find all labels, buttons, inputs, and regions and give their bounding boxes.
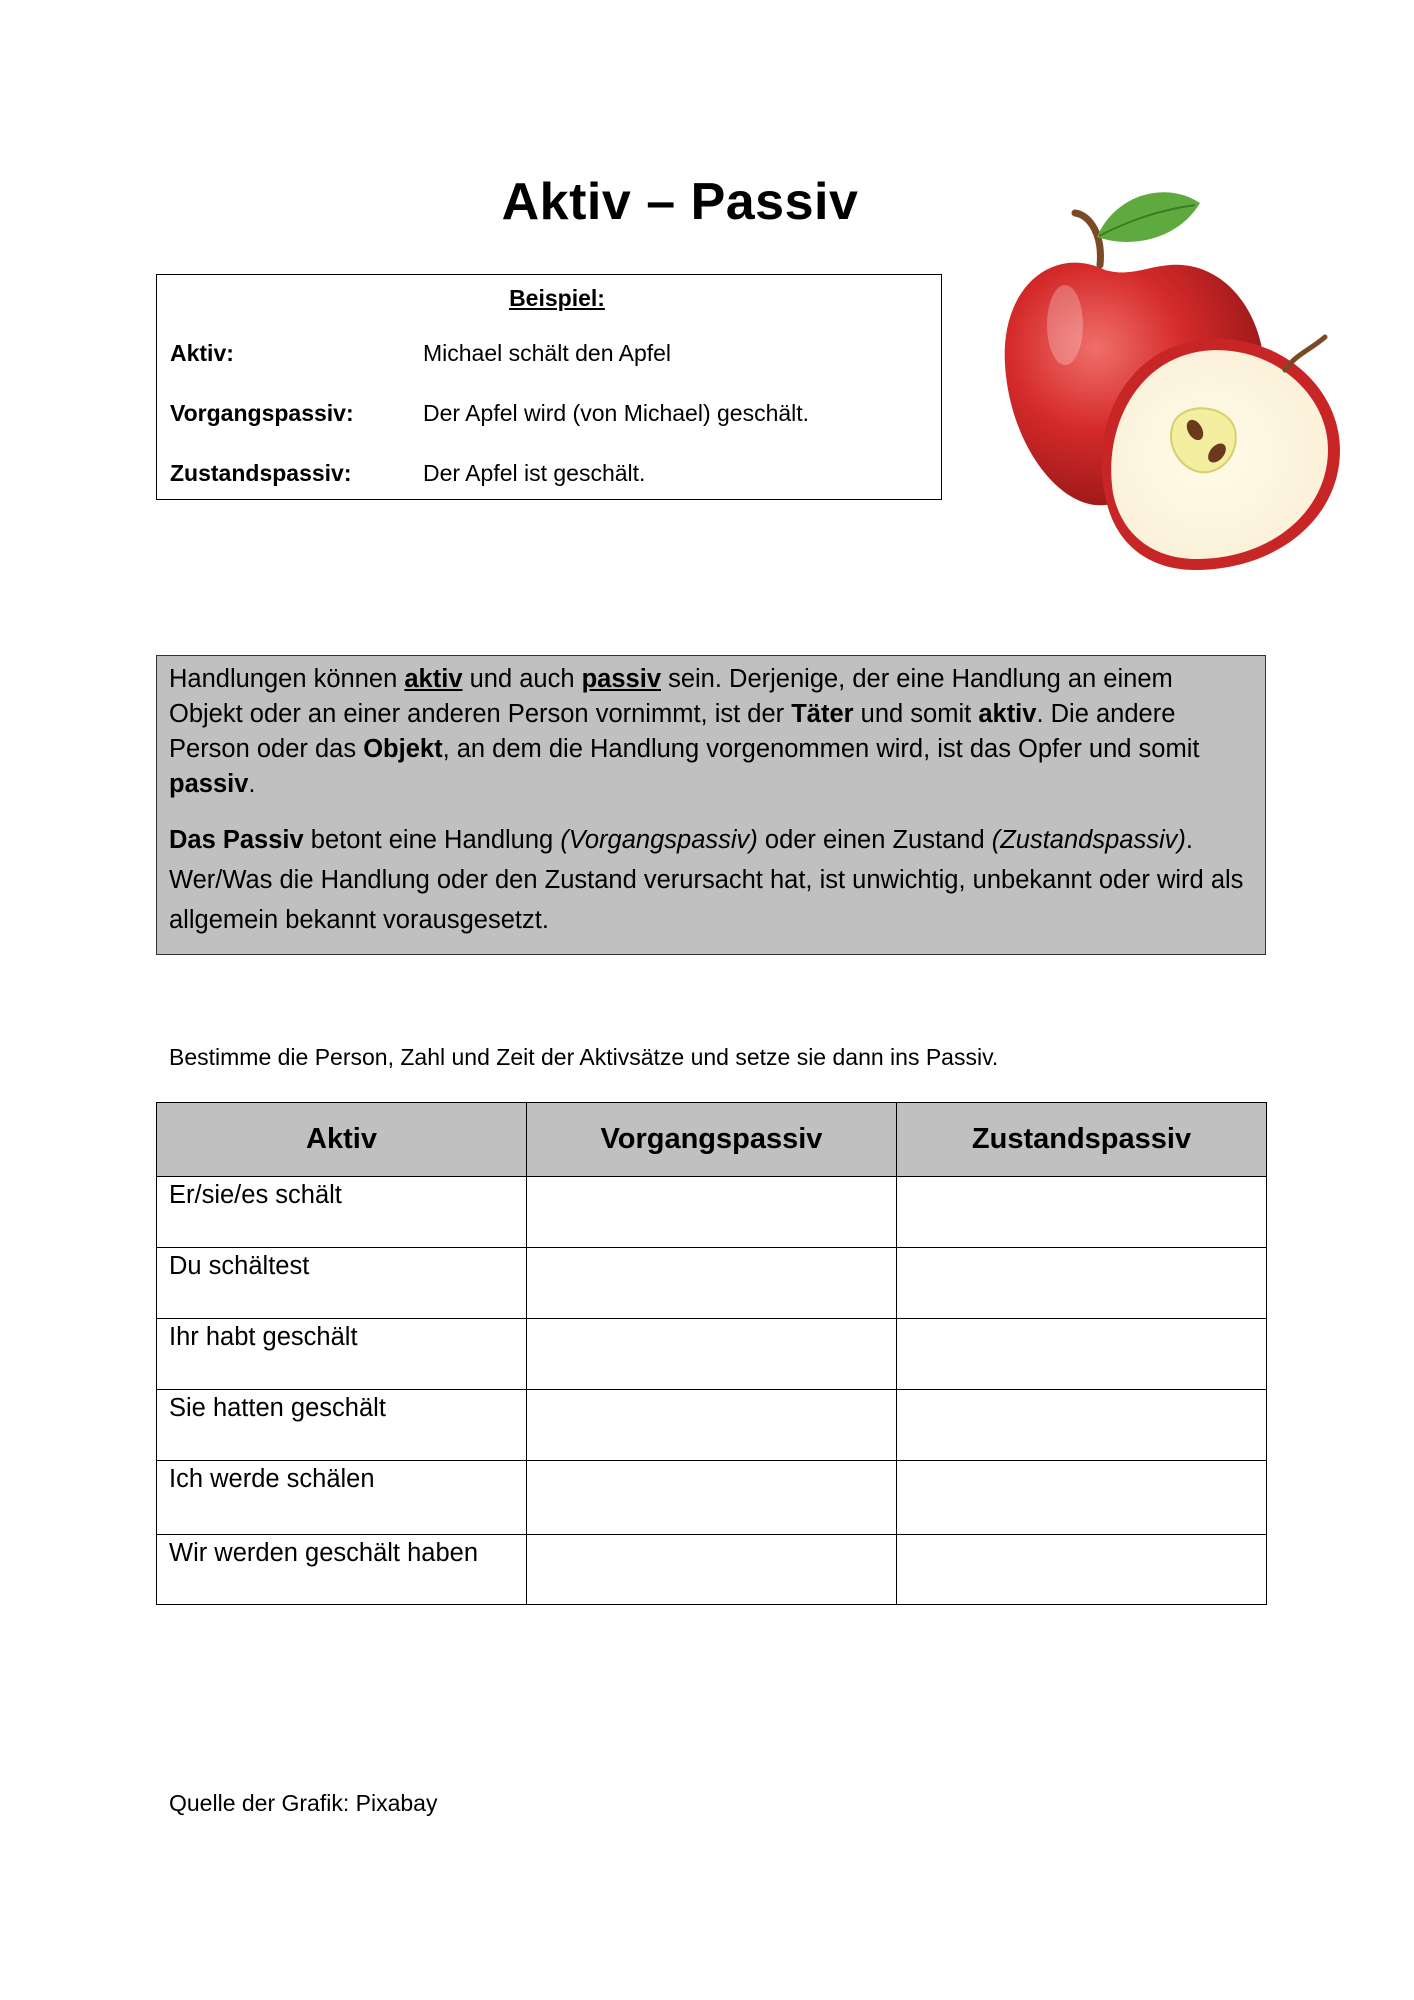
text: sein. Derjenige, der eine Handlung an einem Objekt oder an einer anderen Person vornimmt, ist der: [169, 665, 1173, 728]
emphasis: Täter: [791, 700, 854, 728]
text: .: [248, 770, 256, 798]
table-header-row: [157, 1103, 1267, 1177]
text: . Die andere Person oder das: [169, 700, 1176, 763]
example-row-aktiv: [170, 340, 930, 370]
image-source-credit: Quelle der Grafik: Pixabay: [169, 1790, 438, 1816]
explanation-paragraph: [169, 820, 1253, 940]
explanation-paragraph: [169, 662, 1253, 802]
emphasis: passiv: [169, 770, 249, 798]
table-row: [157, 1535, 1267, 1605]
answer-cell-vorgangspassiv[interactable]: [527, 1248, 897, 1319]
answer-cell-vorgangspassiv[interactable]: [527, 1461, 897, 1535]
answer-cell-vorgangspassiv[interactable]: [527, 1319, 897, 1390]
example-label: Aktiv:: [170, 340, 234, 366]
emphasis: aktiv: [978, 700, 1037, 728]
text: und auch: [462, 665, 582, 693]
emphasis: aktiv: [404, 665, 463, 693]
text: . Wer/Was die Handlung oder den Zustand verursacht hat, ist unwichtig, unbekannt oder wird als allgemein bekannt vorausgesetzt.: [169, 826, 1244, 934]
task-instruction: Bestimme die Person, Zahl und Zeit der Aktivsätze und setze sie dann ins Passiv.: [169, 1044, 999, 1070]
example-value: Der Apfel wird (von Michael) geschält.: [423, 400, 810, 426]
answer-cell-vorgangspassiv[interactable]: [527, 1390, 897, 1461]
table-row: [157, 1319, 1267, 1390]
text: betont eine Handlung: [303, 826, 561, 854]
table-row: [157, 1248, 1267, 1319]
example-label: Zustandspassiv:: [170, 460, 352, 486]
emphasis: passiv: [581, 665, 661, 693]
example-box: [156, 274, 942, 500]
example-heading: Beispiel:: [509, 285, 605, 311]
explanation-box: [156, 655, 1266, 955]
italic-term: (Vorgangspassiv): [560, 826, 758, 854]
italic-term: (Zustandspassiv): [991, 826, 1186, 854]
answer-cell-vorgangspassiv[interactable]: [527, 1177, 897, 1248]
table-row: [157, 1390, 1267, 1461]
emphasis: Das Passiv: [169, 826, 304, 854]
example-value: Der Apfel ist geschält.: [423, 460, 646, 486]
active-sentence-cell: Er/sie/es schält: [157, 1177, 527, 1248]
column-header: Vorgangspassiv: [527, 1103, 897, 1177]
answer-cell-vorgangspassiv[interactable]: [527, 1535, 897, 1605]
answer-cell-zustandspassiv[interactable]: [897, 1390, 1267, 1461]
example-row-zustandspassiv: [170, 460, 930, 490]
table-row: [157, 1177, 1267, 1248]
active-sentence-cell: Ich werde schälen: [157, 1461, 527, 1535]
emphasis: Objekt: [363, 735, 443, 763]
answer-cell-zustandspassiv[interactable]: [897, 1535, 1267, 1605]
answer-cell-zustandspassiv[interactable]: [897, 1319, 1267, 1390]
apple-illustration: [995, 175, 1375, 580]
active-sentence-cell: Du schältest: [157, 1248, 527, 1319]
text: oder einen Zustand: [757, 826, 992, 854]
column-header: Zustandspassiv: [897, 1103, 1267, 1177]
table-row: [157, 1461, 1267, 1535]
answer-cell-zustandspassiv[interactable]: [897, 1248, 1267, 1319]
active-sentence-cell: Ihr habt geschält: [157, 1319, 527, 1390]
page-title: Aktiv – Passiv: [501, 173, 859, 231]
column-header: Aktiv: [157, 1103, 527, 1177]
exercise-table: [156, 1102, 1267, 1605]
text: und somit: [853, 700, 979, 728]
answer-cell-zustandspassiv[interactable]: [897, 1177, 1267, 1248]
example-value: Michael schält den Apfel: [423, 340, 672, 366]
active-sentence-cell: Wir werden geschält haben: [157, 1535, 527, 1605]
answer-cell-zustandspassiv[interactable]: [897, 1461, 1267, 1535]
example-label: Vorgangspassiv:: [170, 400, 354, 426]
text: Handlungen können: [169, 665, 405, 693]
example-row-vorgangspassiv: [170, 400, 930, 430]
text: , an dem die Handlung vorgenommen wird, ist das Opfer und somit: [442, 735, 1200, 763]
active-sentence-cell: Sie hatten geschält: [157, 1390, 527, 1461]
